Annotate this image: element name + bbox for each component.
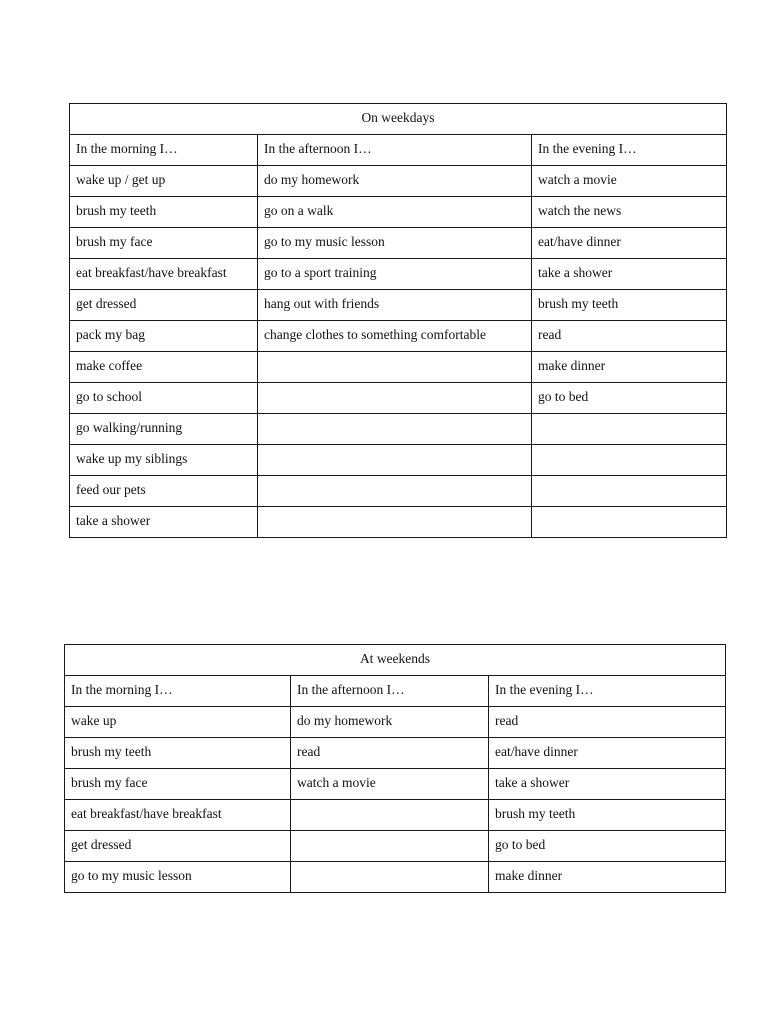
weekends-cell-evening: brush my teeth <box>489 800 726 831</box>
weekdays-cell-morning: wake up / get up <box>70 166 258 197</box>
weekends-cell-afternoon: watch a movie <box>291 769 489 800</box>
table-row <box>70 259 727 290</box>
weekdays-cell-evening <box>532 445 727 476</box>
weekdays-cell-evening: read <box>532 321 727 352</box>
weekdays-cell-afternoon <box>258 383 532 414</box>
weekdays-cell-afternoon <box>258 507 532 538</box>
weekdays-header-morning: In the morning I… <box>70 135 258 166</box>
table-row <box>70 383 727 414</box>
weekends-cell-evening: read <box>489 707 726 738</box>
weekdays-cell-afternoon <box>258 476 532 507</box>
weekdays-cell-morning: brush my face <box>70 228 258 259</box>
table-row <box>70 445 727 476</box>
weekdays-cell-afternoon: hang out with friends <box>258 290 532 321</box>
weekdays-cell-morning: take a shower <box>70 507 258 538</box>
weekends-cell-afternoon: read <box>291 738 489 769</box>
weekdays-header-afternoon: In the afternoon I… <box>258 135 532 166</box>
weekends-header-morning: In the morning I… <box>65 676 291 707</box>
weekends-cell-morning: brush my teeth <box>65 738 291 769</box>
weekdays-cell-afternoon: go to my music lesson <box>258 228 532 259</box>
weekends-cell-afternoon <box>291 862 489 893</box>
weekdays-cell-morning: pack my bag <box>70 321 258 352</box>
weekends-cell-evening: take a shower <box>489 769 726 800</box>
weekends-header-afternoon: In the afternoon I… <box>291 676 489 707</box>
weekends-cell-morning: eat breakfast/have breakfast <box>65 800 291 831</box>
weekdays-cell-afternoon: change clothes to something comfortable <box>258 321 532 352</box>
weekends-title-row <box>65 645 726 676</box>
weekdays-cell-evening <box>532 476 727 507</box>
table-row <box>65 769 726 800</box>
weekdays-title: On weekdays <box>70 104 727 135</box>
table-row <box>70 507 727 538</box>
weekdays-cell-afternoon: go to a sport training <box>258 259 532 290</box>
weekdays-cell-evening: watch the news <box>532 197 727 228</box>
weekdays-table <box>69 103 727 538</box>
weekends-header-row <box>65 676 726 707</box>
weekdays-cell-morning: go walking/running <box>70 414 258 445</box>
weekdays-cell-morning: wake up my siblings <box>70 445 258 476</box>
weekdays-cell-morning: brush my teeth <box>70 197 258 228</box>
weekdays-cell-evening: take a shower <box>532 259 727 290</box>
weekdays-cell-afternoon <box>258 445 532 476</box>
weekdays-cell-evening: make dinner <box>532 352 727 383</box>
weekdays-cell-morning: get dressed <box>70 290 258 321</box>
weekdays-cell-afternoon <box>258 352 532 383</box>
weekends-cell-evening: make dinner <box>489 862 726 893</box>
weekends-cell-afternoon <box>291 831 489 862</box>
table-row <box>65 862 726 893</box>
table-row <box>70 166 727 197</box>
weekdays-cell-evening: go to bed <box>532 383 727 414</box>
weekends-cell-afternoon <box>291 800 489 831</box>
weekdays-cell-evening: watch a movie <box>532 166 727 197</box>
table-row <box>70 228 727 259</box>
weekdays-cell-evening: brush my teeth <box>532 290 727 321</box>
table-row <box>65 831 726 862</box>
weekdays-cell-afternoon: go on a walk <box>258 197 532 228</box>
table-row <box>70 414 727 445</box>
table-row <box>65 738 726 769</box>
weekdays-cell-evening <box>532 414 727 445</box>
weekdays-cell-evening <box>532 507 727 538</box>
table-row <box>70 352 727 383</box>
weekdays-header-row <box>70 135 727 166</box>
weekends-table <box>64 644 726 893</box>
weekends-title: At weekends <box>65 645 726 676</box>
weekends-cell-morning: brush my face <box>65 769 291 800</box>
weekdays-cell-morning: feed our pets <box>70 476 258 507</box>
table-row <box>65 800 726 831</box>
table-row <box>65 707 726 738</box>
weekends-cell-afternoon: do my homework <box>291 707 489 738</box>
weekdays-cell-afternoon <box>258 414 532 445</box>
table-row <box>70 321 727 352</box>
table-row <box>70 290 727 321</box>
table-row <box>70 197 727 228</box>
weekdays-cell-morning: go to school <box>70 383 258 414</box>
weekdays-cell-afternoon: do my homework <box>258 166 532 197</box>
weekdays-header-evening: In the evening I… <box>532 135 727 166</box>
weekdays-cell-morning: eat breakfast/have breakfast <box>70 259 258 290</box>
weekdays-cell-morning: make coffee <box>70 352 258 383</box>
table-row <box>70 476 727 507</box>
weekends-cell-morning: go to my music lesson <box>65 862 291 893</box>
weekends-cell-evening: go to bed <box>489 831 726 862</box>
weekends-header-evening: In the evening I… <box>489 676 726 707</box>
weekdays-title-row <box>70 104 727 135</box>
weekends-cell-morning: wake up <box>65 707 291 738</box>
weekends-cell-evening: eat/have dinner <box>489 738 726 769</box>
weekends-cell-morning: get dressed <box>65 831 291 862</box>
weekdays-cell-evening: eat/have dinner <box>532 228 727 259</box>
